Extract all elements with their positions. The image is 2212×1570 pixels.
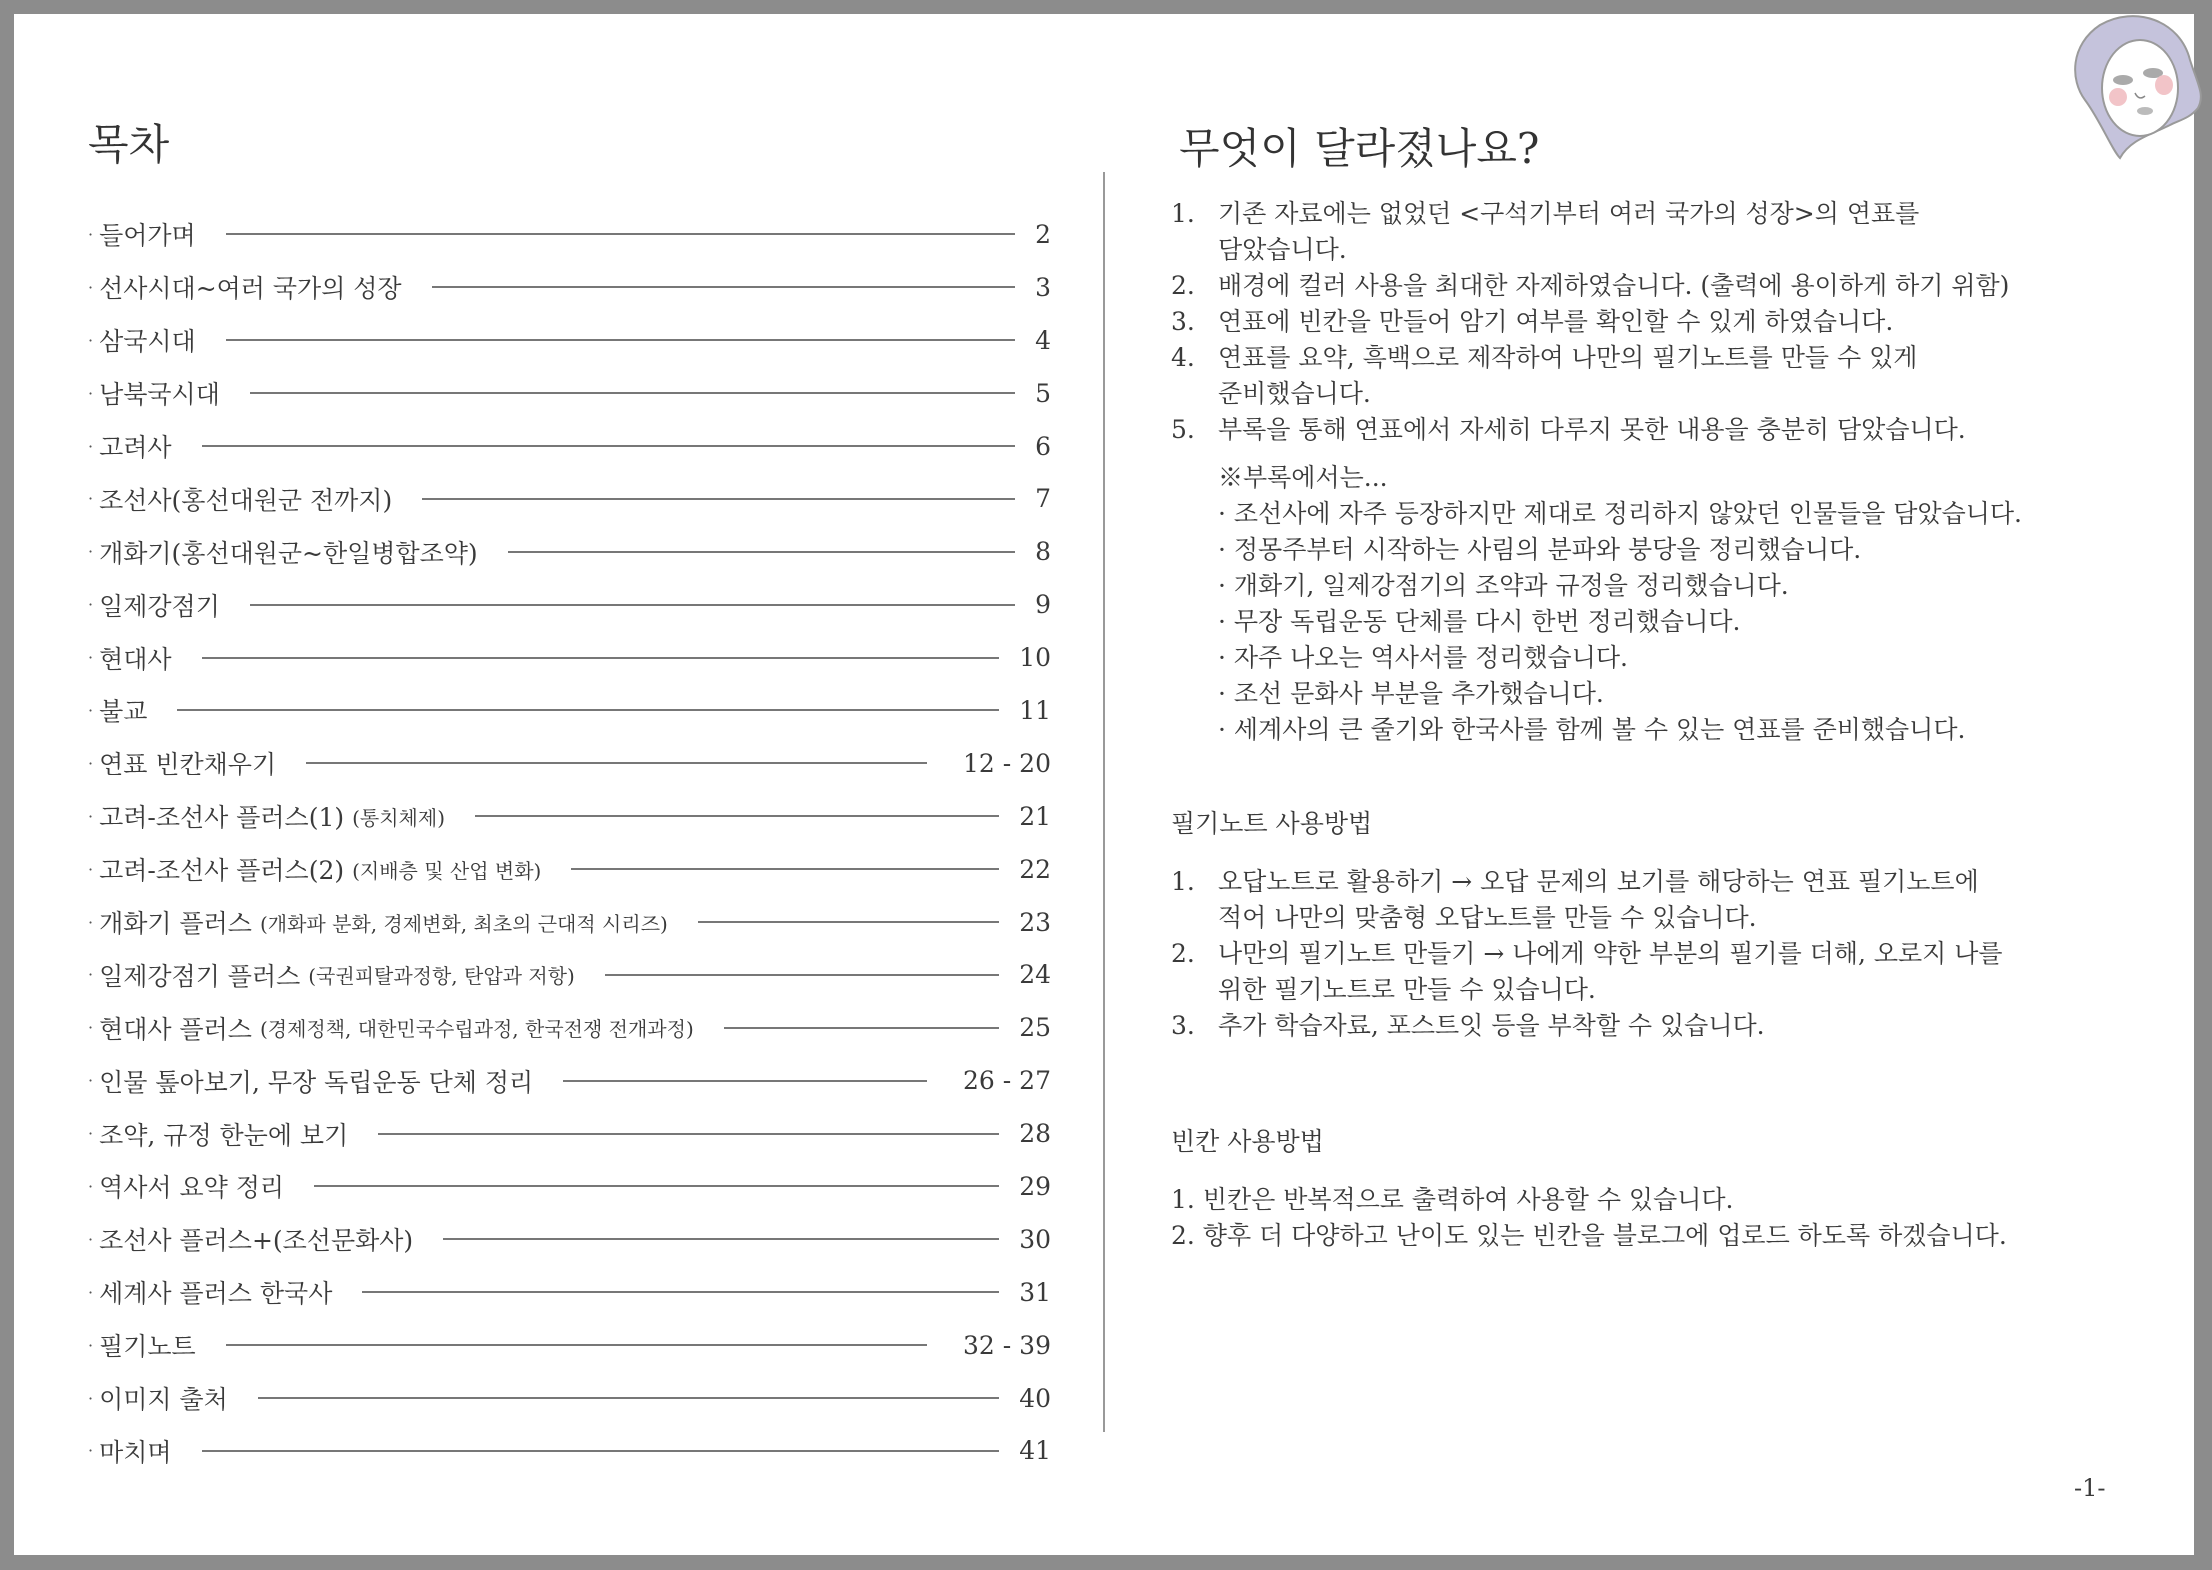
notes-usage-list bbox=[1171, 864, 2181, 1044]
document-page bbox=[14, 14, 2194, 1555]
page-number: -1- bbox=[2074, 1474, 2106, 1502]
blank-usage-list bbox=[1171, 1182, 2181, 1254]
bullet-dot-icon: · bbox=[1218, 715, 1234, 744]
toc-entry[interactable] bbox=[88, 208, 1051, 261]
list-item: 1. 빈칸은 반복적으로 출력하여 사용할 수 있습니다. bbox=[1171, 1185, 1734, 1214]
list-text bbox=[1218, 196, 1919, 268]
toc-page-number: 11 bbox=[1019, 695, 1051, 725]
bullet-dot-icon: · bbox=[1218, 571, 1234, 600]
bullet-dot-icon: · bbox=[1218, 535, 1234, 564]
toc-page-number: 3 bbox=[1035, 272, 1051, 302]
bullet-dot-icon: · bbox=[88, 436, 94, 456]
toc-entry-label: 인물 톺아보기, 무장 독립운동 단체 정리 bbox=[99, 1067, 534, 1097]
bullet-dot-icon: · bbox=[88, 1335, 94, 1355]
toc-entry-label: 삼국시대 bbox=[99, 327, 196, 357]
toc-entry[interactable] bbox=[88, 578, 1051, 631]
bullet-dot-icon: · bbox=[88, 700, 94, 720]
list-text-line: 적어 나만의 맞춤형 오답노트를 만들 수 있습니다. bbox=[1218, 903, 1757, 932]
toc-entry[interactable] bbox=[88, 261, 1051, 314]
toc-entry-label: 현대사 bbox=[99, 644, 172, 674]
toc-leader-line bbox=[443, 1238, 999, 1240]
appendix-item bbox=[1218, 604, 2181, 640]
toc-leader-line bbox=[362, 1291, 999, 1293]
bullet-dot-icon: · bbox=[88, 1441, 94, 1461]
toc-entry[interactable] bbox=[88, 314, 1051, 367]
toc-leader-line bbox=[202, 445, 1016, 447]
list-item bbox=[1171, 196, 2181, 268]
toc-leader-line bbox=[177, 709, 999, 711]
toc-entry-label: 역사서 요약 정리 bbox=[99, 1173, 285, 1203]
toc-entry[interactable] bbox=[88, 420, 1051, 473]
toc-leader-line bbox=[202, 657, 1000, 659]
toc-entry-subtitle: (개화파 분화, 경제변화, 최초의 근대적 시리즈) bbox=[259, 911, 668, 936]
toc-entry-label: 필기노트 bbox=[99, 1332, 196, 1362]
toc-page-number: 21 bbox=[1019, 801, 1051, 831]
bullet-dot-icon: · bbox=[1218, 607, 1234, 636]
toc-entry-label: 고려-조선사 플러스(2) bbox=[99, 856, 345, 886]
list-text-line: 나만의 필기노트 만들기 → 나에게 약한 부분의 필기를 더해, 오로지 나를 bbox=[1218, 939, 2003, 968]
toc-leader-line bbox=[226, 233, 1015, 235]
bullet-dot-icon: · bbox=[88, 489, 94, 509]
toc-leader-line bbox=[378, 1133, 999, 1135]
bullet-dot-icon: · bbox=[88, 595, 94, 615]
toc-entry-subtitle: (국권피탈과정항, 탄압과 저항) bbox=[308, 964, 575, 989]
toc-entry[interactable] bbox=[88, 367, 1051, 420]
bullet-dot-icon: · bbox=[88, 965, 94, 985]
toc-entry-label: 연표 빈칸채우기 bbox=[99, 750, 277, 780]
list-text-line: 추가 학습자료, 포스트잇 등을 부착할 수 있습니다. bbox=[1218, 1011, 1765, 1040]
list-number: 2. bbox=[1171, 939, 1195, 968]
appendix-item-text: 정몽주부터 시작하는 사림의 분파와 붕당을 정리했습니다. bbox=[1233, 535, 1862, 564]
list-text bbox=[1218, 412, 1966, 448]
toc-entry[interactable] bbox=[88, 525, 1051, 578]
appendix-item bbox=[1218, 640, 2181, 676]
toc-entry[interactable] bbox=[88, 737, 1051, 790]
toc-leader-line bbox=[508, 551, 1015, 553]
toc-page-number: 9 bbox=[1035, 590, 1051, 620]
toc-entry-label: 불교 bbox=[99, 697, 148, 727]
toc-entry-label: 조선사 플러스+(조선문화사) bbox=[99, 1226, 414, 1256]
list-number: 3. bbox=[1171, 1011, 1195, 1040]
toc-entry-label: 들어가며 bbox=[99, 221, 196, 251]
toc-page-number: 10 bbox=[1019, 643, 1051, 673]
toc-entry[interactable] bbox=[88, 472, 1051, 525]
toc-leader-line bbox=[258, 1397, 999, 1399]
bullet-dot-icon: · bbox=[88, 1388, 94, 1408]
bullet-dot-icon: · bbox=[88, 1018, 94, 1038]
toc-entry[interactable] bbox=[88, 1266, 1051, 1319]
appendix-item bbox=[1218, 568, 2181, 604]
list-number: 1. bbox=[1171, 867, 1195, 896]
toc-page-number: 22 bbox=[1019, 854, 1051, 884]
toc-page-number: 41 bbox=[1019, 1436, 1051, 1466]
toc-leader-line bbox=[202, 1450, 1000, 1452]
toc-entry[interactable] bbox=[88, 631, 1051, 684]
notes-usage-title: 필기노트 사용방법 bbox=[1171, 809, 1373, 838]
list-text-line: 기존 자료에는 없었던 <구석기부터 여러 국가의 성장>의 연표를 bbox=[1218, 199, 1920, 228]
toc-entry-subtitle: (통치체제) bbox=[352, 805, 445, 830]
toc-page-number: 26 - 27 bbox=[963, 1066, 1051, 1096]
toc-leader-line bbox=[226, 1344, 927, 1346]
toc-entry-label: 현대사 플러스 bbox=[99, 1014, 252, 1044]
appendix-item bbox=[1218, 532, 2181, 568]
toc-entry-label: 조선사(홍선대원군 전까지) bbox=[99, 485, 393, 515]
bullet-dot-icon: · bbox=[1218, 643, 1234, 672]
bullet-dot-icon: · bbox=[88, 806, 94, 826]
column-divider bbox=[1103, 172, 1105, 1432]
toc-leader-line bbox=[306, 762, 927, 764]
toc-page-number: 25 bbox=[1019, 1013, 1051, 1043]
bullet-dot-icon: · bbox=[88, 224, 94, 244]
appendix-item bbox=[1218, 676, 2181, 712]
list-number: 4. bbox=[1171, 343, 1195, 372]
toc-entry-label: 이미지 출처 bbox=[99, 1385, 228, 1415]
list-item bbox=[1171, 936, 2181, 1008]
toc-page-number: 23 bbox=[1019, 907, 1051, 937]
list-item bbox=[1171, 340, 2181, 412]
list-number: 5. bbox=[1171, 415, 1195, 444]
toc-page-number: 6 bbox=[1035, 431, 1051, 461]
bullet-dot-icon: · bbox=[88, 648, 94, 668]
toc-entry-label: 조약, 규정 한눈에 보기 bbox=[99, 1120, 349, 1150]
appendix-item bbox=[1218, 712, 2181, 748]
bullet-dot-icon: · bbox=[88, 753, 94, 773]
appendix-item-text: 무장 독립운동 단체를 다시 한번 정리했습니다. bbox=[1233, 607, 1741, 636]
toc-leader-line bbox=[698, 921, 999, 923]
list-number: 3. bbox=[1171, 307, 1195, 336]
toc-entry[interactable] bbox=[88, 1372, 1051, 1425]
toc-entry-label: 남북국시대 bbox=[99, 380, 220, 410]
toc-leader-line bbox=[250, 392, 1015, 394]
bullet-dot-icon: · bbox=[88, 1071, 94, 1091]
list-text-line: 연표에 빈칸을 만들어 암기 여부를 확인할 수 있게 하였습니다. bbox=[1218, 307, 1894, 336]
toc-entry[interactable] bbox=[88, 684, 1051, 737]
bullet-dot-icon: · bbox=[88, 383, 94, 403]
list-text bbox=[1218, 1008, 1765, 1044]
toc-entry[interactable] bbox=[88, 1213, 1051, 1266]
list-text bbox=[1218, 936, 2003, 1008]
toc-entry-subtitle: (지배층 및 산업 변화) bbox=[352, 858, 542, 883]
toc-leader-line bbox=[475, 815, 999, 817]
changes-list bbox=[1171, 196, 2181, 448]
right-column bbox=[1171, 196, 2181, 1254]
toc-page-number: 40 bbox=[1019, 1383, 1051, 1413]
list-text-line: 부록을 통해 연표에서 자세히 다루지 못한 내용을 충분히 담았습니다. bbox=[1218, 415, 1966, 444]
bullet-dot-icon: · bbox=[88, 542, 94, 562]
list-text-line: 연표를 요약, 흑백으로 제작하여 나만의 필기노트를 만들 수 있게 bbox=[1218, 343, 1918, 372]
toc-leader-line bbox=[250, 604, 1015, 606]
toc-page-number: 31 bbox=[1019, 1277, 1051, 1307]
toc-entry-label: 개화기(홍선대원군~한일병합조약) bbox=[99, 538, 478, 568]
list-item bbox=[1171, 1008, 2181, 1044]
toc-leader-line bbox=[432, 286, 1016, 288]
list-text-line: 오답노트로 활용하기 → 오답 문제의 보기를 해당하는 연표 필기노트에 bbox=[1218, 867, 1979, 896]
toc-entry[interactable] bbox=[88, 1054, 1051, 1107]
toc-entry-label: 일제강점기 플러스 bbox=[99, 961, 301, 991]
toc-page-number: 24 bbox=[1019, 960, 1051, 990]
list-item bbox=[1171, 412, 2181, 448]
appendix-item bbox=[1218, 496, 2181, 532]
toc-page-number: 2 bbox=[1035, 219, 1051, 249]
toc-entry-label: 개화기 플러스 bbox=[99, 909, 252, 939]
bullet-dot-icon: · bbox=[88, 1176, 94, 1196]
bullet-dot-icon: · bbox=[88, 277, 94, 297]
list-item bbox=[1171, 864, 2181, 936]
toc-entry-label: 고려사 bbox=[99, 433, 172, 462]
list-text-line: 준비했습니다. bbox=[1218, 379, 1371, 408]
list-number: 1. bbox=[1171, 199, 1195, 228]
toc-page-number: 32 - 39 bbox=[963, 1330, 1051, 1360]
toc-leader-line bbox=[422, 498, 1015, 500]
toc-entry[interactable] bbox=[88, 948, 1051, 1001]
toc-entry[interactable] bbox=[88, 1319, 1051, 1372]
toc-entry[interactable] bbox=[88, 1424, 1051, 1477]
toc-page-number: 30 bbox=[1019, 1224, 1051, 1254]
list-text bbox=[1218, 304, 1893, 340]
avatar-illustration-icon bbox=[2040, 0, 2210, 170]
toc-page-number: 5 bbox=[1035, 378, 1051, 408]
toc-entry[interactable] bbox=[88, 896, 1051, 949]
bullet-dot-icon: · bbox=[1218, 679, 1234, 708]
appendix-item-text: 세계사의 큰 줄기와 한국사를 함께 볼 수 있는 연표를 준비했습니다. bbox=[1233, 715, 1966, 744]
toc-entry[interactable] bbox=[88, 790, 1051, 843]
toc-entry-label: 선사시대~여러 국가의 성장 bbox=[99, 274, 402, 304]
toc-entry[interactable] bbox=[88, 1001, 1051, 1054]
list-text bbox=[1218, 864, 1979, 936]
toc-entry-label: 마치며 bbox=[99, 1437, 172, 1467]
list-text-line: 담았습니다. bbox=[1218, 235, 1347, 264]
appendix-item-text: 자주 나오는 역사서를 정리했습니다. bbox=[1233, 643, 1628, 672]
list-text bbox=[1218, 340, 1917, 412]
appendix-item-text: 조선 문화사 부분을 추가했습니다. bbox=[1233, 679, 1604, 708]
bullet-dot-icon: · bbox=[88, 1282, 94, 1302]
bullet-dot-icon: · bbox=[1218, 499, 1234, 528]
toc-entry-label: 세계사 플러스 한국사 bbox=[99, 1279, 333, 1309]
toc-entry[interactable] bbox=[88, 1107, 1051, 1160]
list-item bbox=[1171, 268, 2181, 304]
list-item: 2. 향후 더 다양하고 난이도 있는 빈칸을 블로그에 업로드 하도록 하겠습니다. bbox=[1171, 1221, 2007, 1250]
toc-leader-line bbox=[563, 1080, 927, 1082]
list-text-line: 위한 필기노트로 만들 수 있습니다. bbox=[1218, 975, 1596, 1004]
bullet-dot-icon: · bbox=[88, 1124, 94, 1144]
list-item bbox=[1171, 304, 2181, 340]
bullet-dot-icon: · bbox=[88, 912, 94, 932]
toc-leader-line bbox=[605, 974, 999, 976]
table-of-contents bbox=[88, 208, 1051, 1477]
blank-usage-title: 빈칸 사용방법 bbox=[1171, 1127, 1324, 1156]
changes-title: 무엇이 달라졌나요? bbox=[1179, 124, 1540, 173]
list-text bbox=[1218, 268, 2009, 304]
appendix-note: ※부록에서는... bbox=[1218, 463, 1388, 492]
toc-page-number: 28 bbox=[1019, 1119, 1051, 1149]
toc-leader-line bbox=[226, 339, 1015, 341]
toc-page-number: 29 bbox=[1019, 1171, 1051, 1201]
toc-title: 목차 bbox=[88, 120, 170, 169]
bullet-dot-icon: · bbox=[88, 330, 94, 350]
toc-page-number: 8 bbox=[1035, 537, 1051, 567]
toc-leader-line bbox=[724, 1027, 999, 1029]
toc-entry[interactable] bbox=[88, 843, 1051, 896]
appendix-list bbox=[1171, 496, 2181, 748]
toc-page-number: 4 bbox=[1035, 325, 1051, 355]
list-number: 2. bbox=[1171, 271, 1195, 300]
toc-entry-label: 일제강점기 bbox=[99, 591, 220, 621]
bullet-dot-icon: · bbox=[88, 859, 94, 879]
bullet-dot-icon: · bbox=[88, 1229, 94, 1249]
toc-page-number: 7 bbox=[1035, 484, 1051, 514]
appendix-item-text: 개화기, 일제강점기의 조약과 규정을 정리했습니다. bbox=[1233, 571, 1789, 600]
toc-entry[interactable] bbox=[88, 1160, 1051, 1213]
list-text-line: 배경에 컬러 사용을 최대한 자제하였습니다. (출력에 용이하게 하기 위함) bbox=[1218, 271, 2010, 300]
toc-entry-subtitle: (경제정책, 대한민국수립과정, 한국전쟁 전개과정) bbox=[259, 1017, 694, 1042]
toc-page-number: 12 - 20 bbox=[963, 748, 1051, 778]
toc-leader-line bbox=[571, 868, 999, 870]
appendix-item-text: 조선사에 자주 등장하지만 제대로 정리하지 않았던 인물들을 담았습니다. bbox=[1233, 499, 2022, 528]
toc-leader-line bbox=[314, 1185, 999, 1187]
toc-entry-label: 고려-조선사 플러스(1) bbox=[99, 803, 345, 833]
